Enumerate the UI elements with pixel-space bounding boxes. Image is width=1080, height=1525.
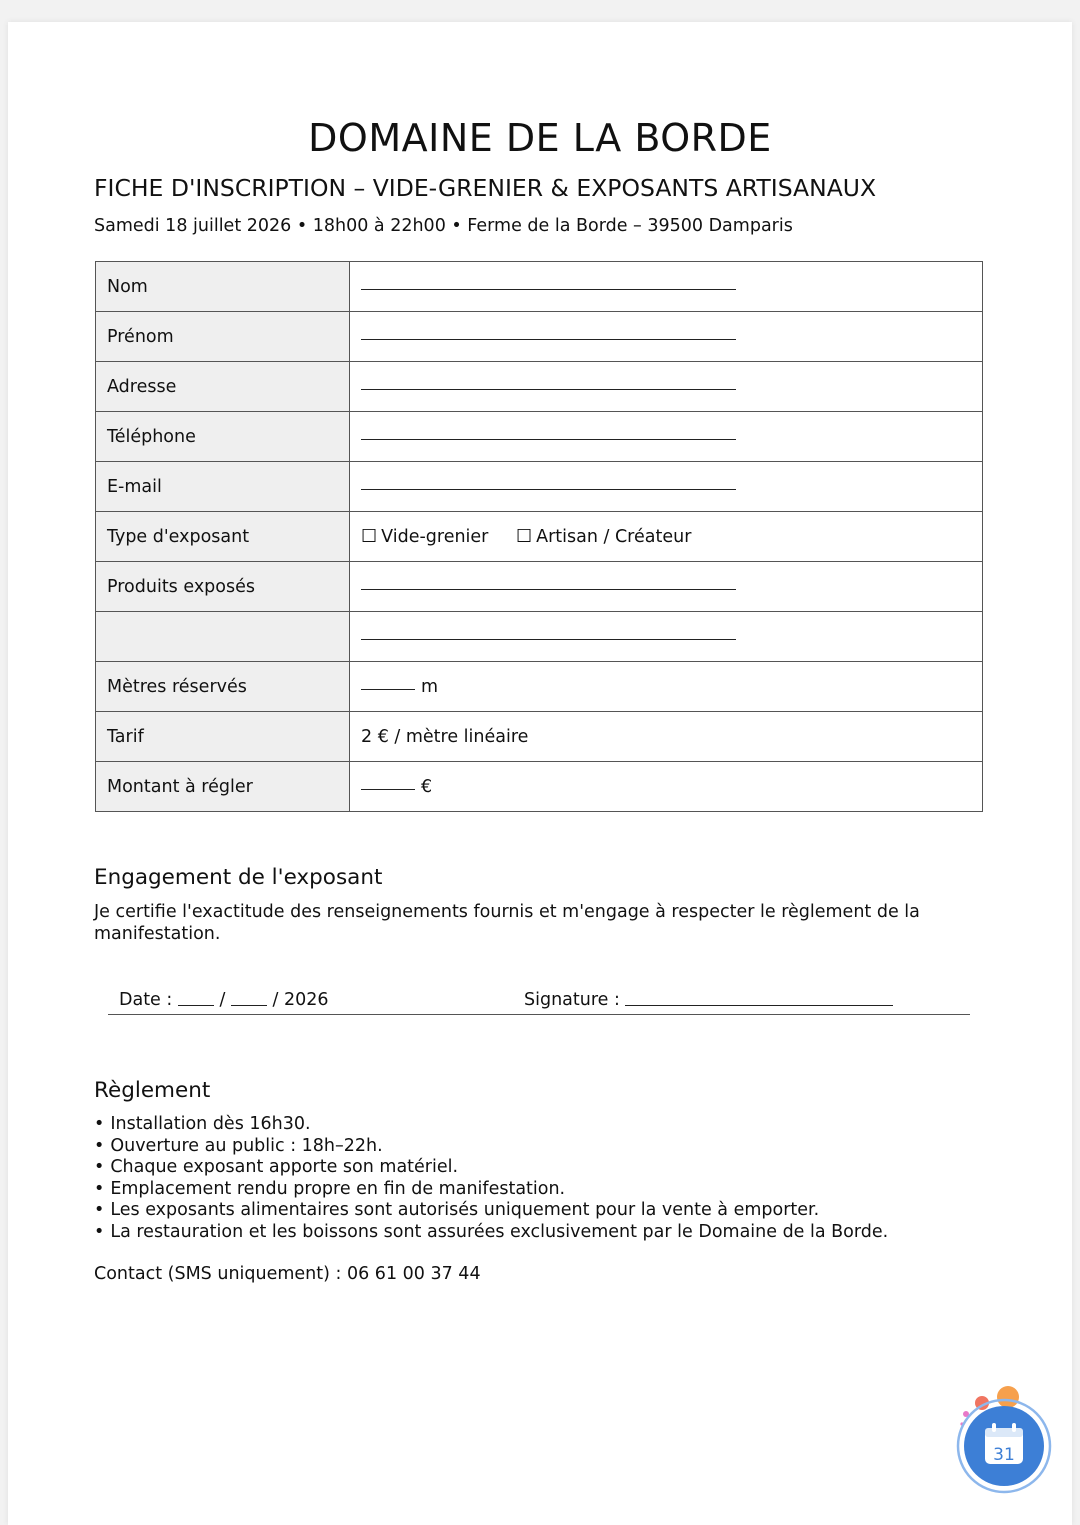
tarif-value: 2 € / mètre linéaire	[350, 712, 983, 762]
list-item: • Installation dès 16h30.	[94, 1114, 888, 1136]
reglement-title: Règlement	[94, 1078, 211, 1103]
metres-field[interactable]	[350, 662, 983, 712]
date-month-blank	[231, 991, 267, 1006]
calendar-icon	[952, 1386, 1056, 1494]
adresse-field[interactable]	[350, 362, 983, 412]
montant-field[interactable]	[350, 762, 983, 812]
signature-row	[108, 988, 970, 1015]
decor-dot-orange	[997, 1386, 1019, 1408]
produits-field[interactable]	[350, 562, 983, 612]
list-item: • La restauration et les boissons sont assurées exclusivement par le Domaine de la Borde.	[94, 1222, 888, 1244]
date-separator: /	[219, 990, 226, 1010]
calendar-header	[985, 1428, 1023, 1437]
signature-label: Signature :	[524, 990, 620, 1010]
form-row-email	[96, 462, 983, 512]
date-year: / 2026	[272, 990, 329, 1010]
metres-unit: m	[421, 676, 439, 697]
adresse-label: Adresse	[96, 362, 350, 412]
nom-blank-line	[361, 277, 736, 290]
form-row-tarif	[96, 712, 983, 762]
signature-field[interactable]	[524, 990, 893, 1010]
telephone-label: Téléphone	[96, 412, 350, 462]
email-label: E-mail	[96, 462, 350, 512]
form-row-prenom	[96, 312, 983, 362]
form-row-metres	[96, 662, 983, 712]
nom-field[interactable]	[350, 262, 983, 312]
metres-label: Mètres réservés	[96, 662, 350, 712]
engagement-text: Je certifie l'exactitude des renseignements fournis et m'engage à respecter le règlement de la manifestation.	[94, 902, 920, 944]
montant-label: Montant à régler	[96, 762, 350, 812]
event-dateline: Samedi 18 juillet 2026 • 18h00 à 22h00 • Ferme de la Borde – 39500 Damparis	[94, 216, 793, 236]
type-label: Type d'exposant	[96, 512, 350, 562]
produits-field-2[interactable]	[350, 612, 983, 662]
metres-blank-line	[361, 677, 415, 690]
nom-label: Nom	[96, 262, 350, 312]
produits-blank-line	[361, 577, 736, 590]
checkbox-artisan[interactable]	[516, 527, 691, 547]
list-item: • Les exposants alimentaires sont autorisés uniquement pour la vente à emporter.	[94, 1200, 888, 1222]
document-subtitle: FICHE D'INSCRIPTION – VIDE-GRENIER & EXPOSANTS ARTISANAUX	[94, 174, 877, 202]
signature-blank	[625, 991, 893, 1006]
list-item: • Ouverture au public : 18h–22h.	[94, 1136, 888, 1158]
contact-line: Contact (SMS uniquement) : 06 61 00 37 44	[94, 1264, 481, 1284]
calendar-ring-left	[992, 1423, 996, 1432]
checkbox-artisan-label: Artisan / Créateur	[536, 527, 692, 547]
reglement-list	[94, 1114, 888, 1243]
checkbox-vide-grenier-label: Vide-grenier	[381, 527, 489, 547]
produits-label: Produits exposés	[96, 562, 350, 612]
checkbox-icon: ☐	[361, 526, 378, 547]
list-item: • Emplacement rendu propre en fin de manifestation.	[94, 1179, 888, 1201]
montant-blank-line	[361, 777, 415, 790]
telephone-field[interactable]	[350, 412, 983, 462]
calendar-day: 31	[993, 1445, 1015, 1465]
document-title: DOMAINE DE LA BORDE	[308, 116, 772, 160]
adresse-blank-line	[361, 377, 736, 390]
prenom-blank-line	[361, 327, 736, 340]
checkbox-icon: ☐	[515, 526, 533, 547]
registration-form-table	[95, 261, 983, 812]
calendar-ring-right	[1012, 1423, 1016, 1432]
form-row-produits-cont	[96, 612, 983, 662]
produits-blank-line-2	[361, 627, 736, 640]
date-field[interactable]	[119, 990, 329, 1010]
form-row-nom	[96, 262, 983, 312]
prenom-label: Prénom	[96, 312, 350, 362]
date-label: Date :	[119, 990, 173, 1010]
form-row-produits	[96, 562, 983, 612]
empty-label	[96, 612, 350, 662]
type-field	[350, 512, 983, 562]
tarif-label: Tarif	[96, 712, 350, 762]
checkbox-vide-grenier[interactable]	[361, 527, 488, 547]
list-item: • Chaque exposant apporte son matériel.	[94, 1157, 888, 1179]
montant-unit: €	[421, 776, 433, 797]
form-row-type	[96, 512, 983, 562]
form-row-montant	[96, 762, 983, 812]
date-day-blank	[178, 991, 214, 1006]
engagement-title: Engagement de l'exposant	[94, 865, 383, 890]
email-blank-line	[361, 477, 736, 490]
calendar-widget-button[interactable]	[952, 1386, 1056, 1494]
form-row-adresse	[96, 362, 983, 412]
email-field[interactable]	[350, 462, 983, 512]
form-row-telephone	[96, 412, 983, 462]
prenom-field[interactable]	[350, 312, 983, 362]
telephone-blank-line	[361, 427, 736, 440]
